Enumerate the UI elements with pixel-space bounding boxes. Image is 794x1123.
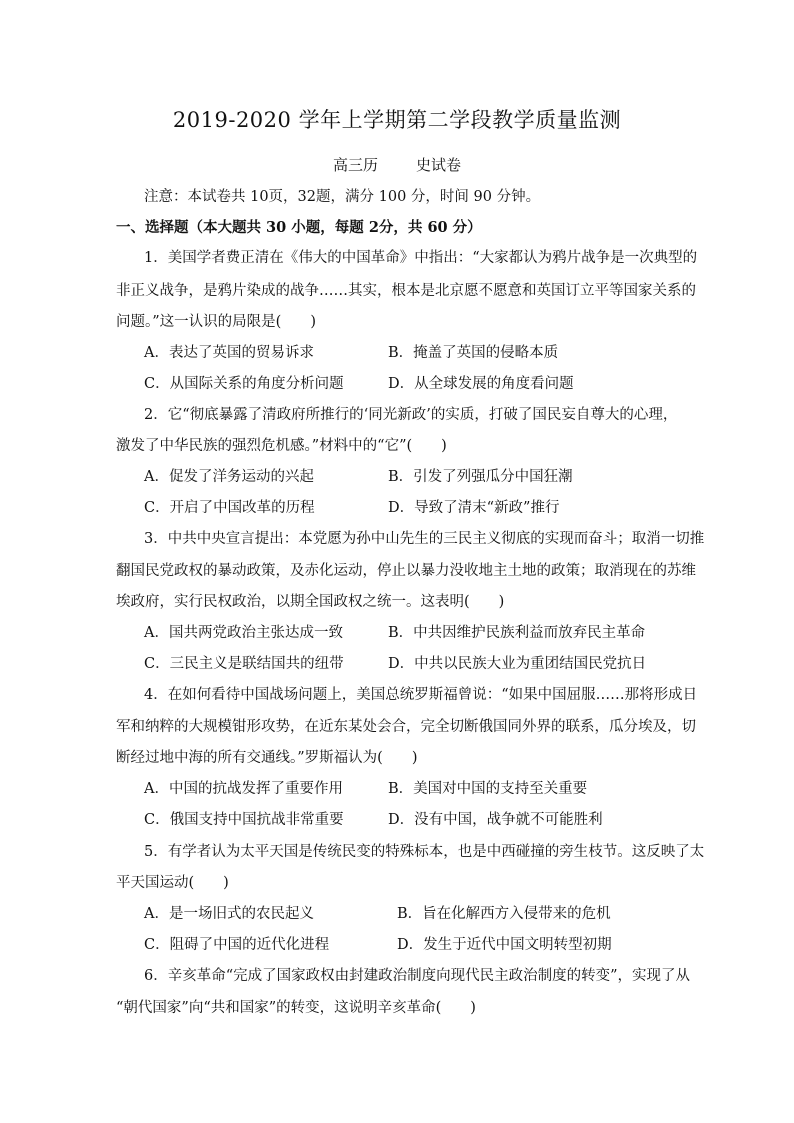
question-4-line-3: 断经过地中海的所有交通线。”罗斯福认为( ) bbox=[116, 750, 418, 766]
question-5-option-b[interactable]: B．旨在化解西方入侵带来的危机 bbox=[397, 906, 611, 922]
question-3-option-d[interactable]: D．中共以民族大业为重团结国民党抗日 bbox=[388, 656, 647, 672]
question-3-line-2: 翻国民党政权的暴动政策，及赤化运动，停止以暴力没收地主土地的政策；取消现在的苏维 bbox=[116, 563, 696, 579]
question-5-line-2: 平天国运动( ) bbox=[116, 875, 229, 891]
question-5-line-1: 5．有学者认为太平天国是传统民变的特殊标本，也是中西碰撞的旁生枝节。这反映了太 bbox=[144, 844, 705, 860]
question-3-option-a[interactable]: A．国共两党政治主张达成一致 bbox=[144, 625, 343, 641]
question-1-option-c[interactable]: C．从国际关系的角度分析问题 bbox=[144, 376, 344, 392]
question-6-line-1: 6．辛亥革命“完成了国家政权由封建政治制度向现代民主政治制度的转变”，实现了从 bbox=[144, 968, 691, 984]
question-5-option-c[interactable]: C．阻碍了中国的近代化进程 bbox=[144, 937, 330, 953]
question-2-line-2: 激发了中华民族的强烈危机感。”材料中的“它”( ) bbox=[116, 438, 447, 454]
question-4-option-b[interactable]: B．美国对中国的支持至关重要 bbox=[388, 781, 588, 797]
question-3-option-c[interactable]: C．三民主义是联结国共的纽带 bbox=[144, 656, 344, 672]
question-4-option-a[interactable]: A．中国的抗战发挥了重要作用 bbox=[144, 781, 343, 797]
question-1-option-d[interactable]: D．从全球发展的角度看问题 bbox=[388, 376, 574, 392]
question-2-option-d[interactable]: D．导致了清末“新政”推行 bbox=[388, 500, 560, 516]
exam-subtitle bbox=[0, 154, 794, 175]
question-3-line-3: 埃政府，实行民权政治，以期全国政权之统一。这表明( ) bbox=[116, 594, 505, 610]
question-4-option-d[interactable]: D．没有中国，战争就不可能胜利 bbox=[388, 812, 603, 828]
question-2-option-b[interactable]: B．引发了列强瓜分中国狂潮 bbox=[388, 469, 573, 485]
question-1-line-1: 1．美国学者费正清在《伟大的中国革命》中指出：“大家都认为鸦片战争是一次典型的 bbox=[144, 250, 698, 266]
question-2-line-1: 2．它“彻底暴露了清政府所推行的‘同光新政’的实质，打破了国民妄自尊大的心理， bbox=[144, 407, 678, 423]
question-5-option-d[interactable]: D．发生于近代中国文明转型初期 bbox=[397, 937, 612, 953]
section-heading: 一、选择题（本大题共 30 小题，每题 2分，共 60 分） bbox=[116, 219, 482, 236]
question-1-line-2: 非正义战争，是鸦片染成的战争……其实，根本是北京愿不愿意和英国订立平等国家关系的 bbox=[116, 283, 696, 299]
question-4-line-2: 军和纳粹的大规模钳形攻势，在近东某处会合，完全切断俄国同外界的联系，瓜分埃及，切 bbox=[116, 719, 696, 735]
subtitle-part-2: 史试卷 bbox=[416, 156, 462, 174]
question-4-line-1: 4．在如何看待中国战场问题上，美国总统罗斯福曾说：“如果中国屈服……那将形成日 bbox=[144, 687, 698, 703]
exam-notice: 注意：本试卷共 10页，32题，满分 100 分，时间 90 分钟。 bbox=[144, 189, 541, 205]
exam-title: 2019-2020 学年上学期第二学段教学质量监测 bbox=[172, 108, 622, 132]
question-4-option-c[interactable]: C．俄国支持中国抗战非常重要 bbox=[144, 812, 344, 828]
question-1-option-a[interactable]: A．表达了英国的贸易诉求 bbox=[144, 345, 314, 361]
subtitle-part-1: 高三历 bbox=[332, 156, 378, 174]
question-3-option-b[interactable]: B．中共因维护民族利益而放弃民主革命 bbox=[388, 625, 646, 641]
question-3-line-1: 3．中共中央宣言提出：本党愿为孙中山先生的三民主义彻底的实现而奋斗；取消一切推 bbox=[144, 531, 705, 547]
question-6-line-2: “朝代国家”向“共和国家”的转变，这说明辛亥革命( ) bbox=[116, 1000, 476, 1016]
question-1-line-3: 问题。”这一认识的局限是( ) bbox=[116, 314, 316, 330]
question-5-option-a[interactable]: A．是一场旧式的农民起义 bbox=[144, 906, 314, 922]
question-2-option-a[interactable]: A．促发了洋务运动的兴起 bbox=[144, 469, 314, 485]
question-1-option-b[interactable]: B．掩盖了英国的侵略本质 bbox=[388, 345, 559, 361]
question-2-option-c[interactable]: C．开启了中国改革的历程 bbox=[144, 500, 315, 516]
